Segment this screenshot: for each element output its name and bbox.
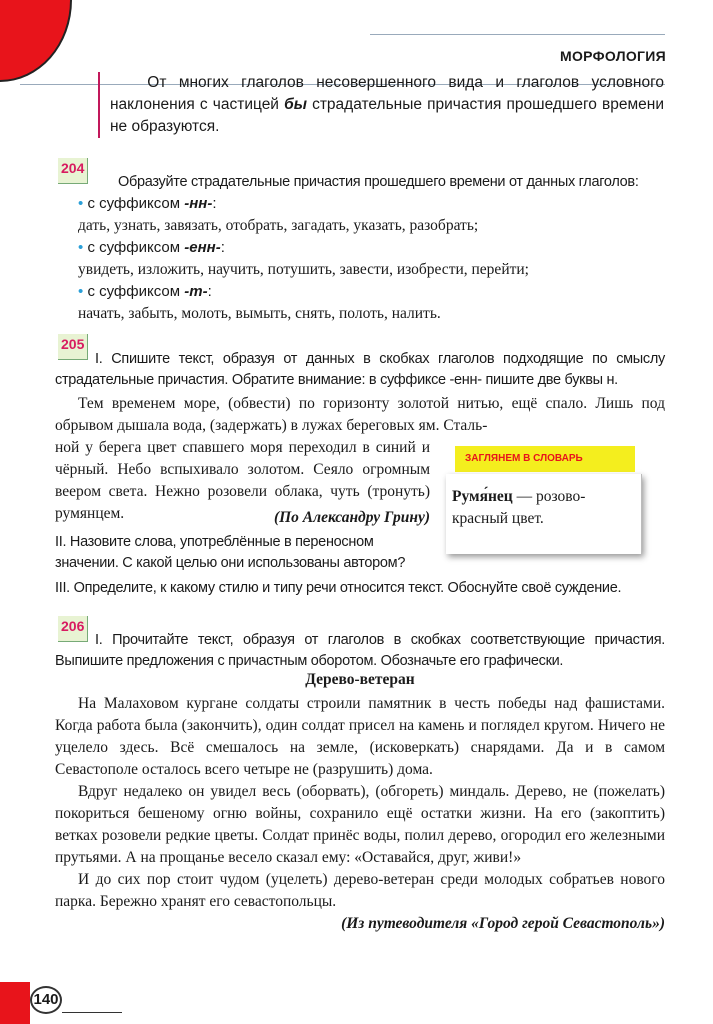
paragraph: На Малаховом кургане солдаты строили памятник в честь победы над фашистами. Когда работа была (закончить), один солдат присел на камень и поглядел кругом. Ничего не уцелело здесь. Всё смешалось на земле, (исковеркать) снарядами. Да и в самом Севастополе осталось всего четыре не (разрушить) дома. [55, 695, 665, 778]
dictionary-tag: ЗАГЛЯНЕМ В СЛОВАРЬ [455, 446, 635, 472]
dictionary-box [446, 474, 642, 554]
footer-line [62, 1012, 122, 1013]
word-list: увидеть, изложить, научить, потушить, завести, изобрести, перейти; [78, 261, 529, 278]
suffix-label: с суффиксом [87, 283, 185, 300]
bullet-icon: • [78, 195, 84, 212]
suffix-tail: : [212, 195, 217, 212]
dictionary-definition: — розово-красный цвет. [452, 488, 586, 527]
exercise-number: 204 [58, 158, 88, 184]
exercise-text: ной у берега цвет спавшего моря переходил в синий и чёрный. Небо вспыхивало золотом. Сеяло огромным веером света. Нежно розовели облака, чуть (тронуть) румянцем. [55, 439, 430, 522]
exercise-number: 205 [58, 334, 88, 360]
exercise-instruction: I. Прочитайте текст, образуя от глаголов в скобках соответствующие причастия. Выпишите предложения с причастным оборотом. Обозначьте его графически. [55, 632, 665, 669]
text-source: (Из путеводителя «Город герой Севастополь») [341, 915, 665, 932]
bullet-icon: • [78, 239, 84, 256]
section-title: МОРФОЛОГИЯ [560, 48, 666, 64]
exercise-text [55, 693, 665, 935]
rule-box [98, 72, 664, 138]
suffix-group [60, 237, 665, 259]
dictionary-term: Румя́нец [452, 488, 513, 505]
rule-text: страдательные причастия прошедшего времени не образуются. [110, 96, 664, 135]
paragraph: И до сих пор стоит чудом (уцелеть) дерево-ветеран среди молодых собратьев нового парка. Бережно хранят его севастопольцы. [55, 871, 665, 910]
text-title: Дерево-ветеран [305, 671, 415, 688]
suffix-label: с суффиксом [87, 239, 185, 256]
exercise-instruction: Образуйте страдательные причастия прошедшего времени от данных глаголов: [118, 174, 639, 190]
corner-decoration [0, 0, 72, 82]
word-list: дать, узнать, завязать, отобрать, загадать, указать, разобрать; [78, 217, 479, 234]
suffix-tail: : [220, 239, 225, 256]
exercise-204-body [60, 172, 665, 325]
suffix-group [60, 281, 665, 303]
suffix-label: с суффиксом [87, 195, 185, 212]
bullet-icon: • [78, 283, 84, 300]
suffix-tail: : [207, 283, 212, 300]
paragraph: Вдруг недалеко он увидел весь (оборвать), (обгореть) миндаль. Дерево, не (пожелать) покориться бешеному огню войны, сохранило ещё остатки жизни. На его (закоптить) ветках розовели редкие цветы. Солдат принёс воды, полил дерево, огородил его железными прутьями. А на прощанье весело сказал ему: «Оставайся, друг, живи!» [55, 783, 665, 866]
word-list: начать, забыть, молоть, вымыть, снять, полоть, налить. [78, 305, 441, 322]
suffix: -т- [184, 283, 208, 300]
suffix: -нн- [184, 195, 213, 212]
suffix: -енн- [184, 239, 221, 256]
exercise-instruction: I. Спишите текст, образуя от данных в скобках глаголов подходящие по смыслу страдательные причастия. Обратите внимание: в суффиксе -енн- пишите две буквы н. [55, 351, 665, 388]
exercise-number: 206 [58, 616, 88, 642]
rule-bold: бы [284, 96, 307, 113]
exercise-text: Тем временем море, (обвести) по горизонту золотой нитью, ещё спало. Лишь под обрывом дышала вода, (задержать) в лужах береговых ям. Сталь- [55, 395, 665, 434]
text-source: (По Александру Грину) [273, 509, 430, 526]
header-line [370, 34, 665, 35]
suffix-group [60, 193, 665, 215]
rule-text: От многих глаголов несовершенного вида и глаголов условного наклонения с частицей [110, 74, 665, 113]
task: II. Назовите слова, употреблённые в переносном значении. С какой целью они использованы автором? [55, 534, 406, 571]
page-number: 140 [30, 986, 62, 1014]
task: III. Определите, к какому стилю и типу речи относится текст. Обоснуйте своё суждение. [55, 580, 622, 596]
page-corner-block [0, 982, 30, 1024]
